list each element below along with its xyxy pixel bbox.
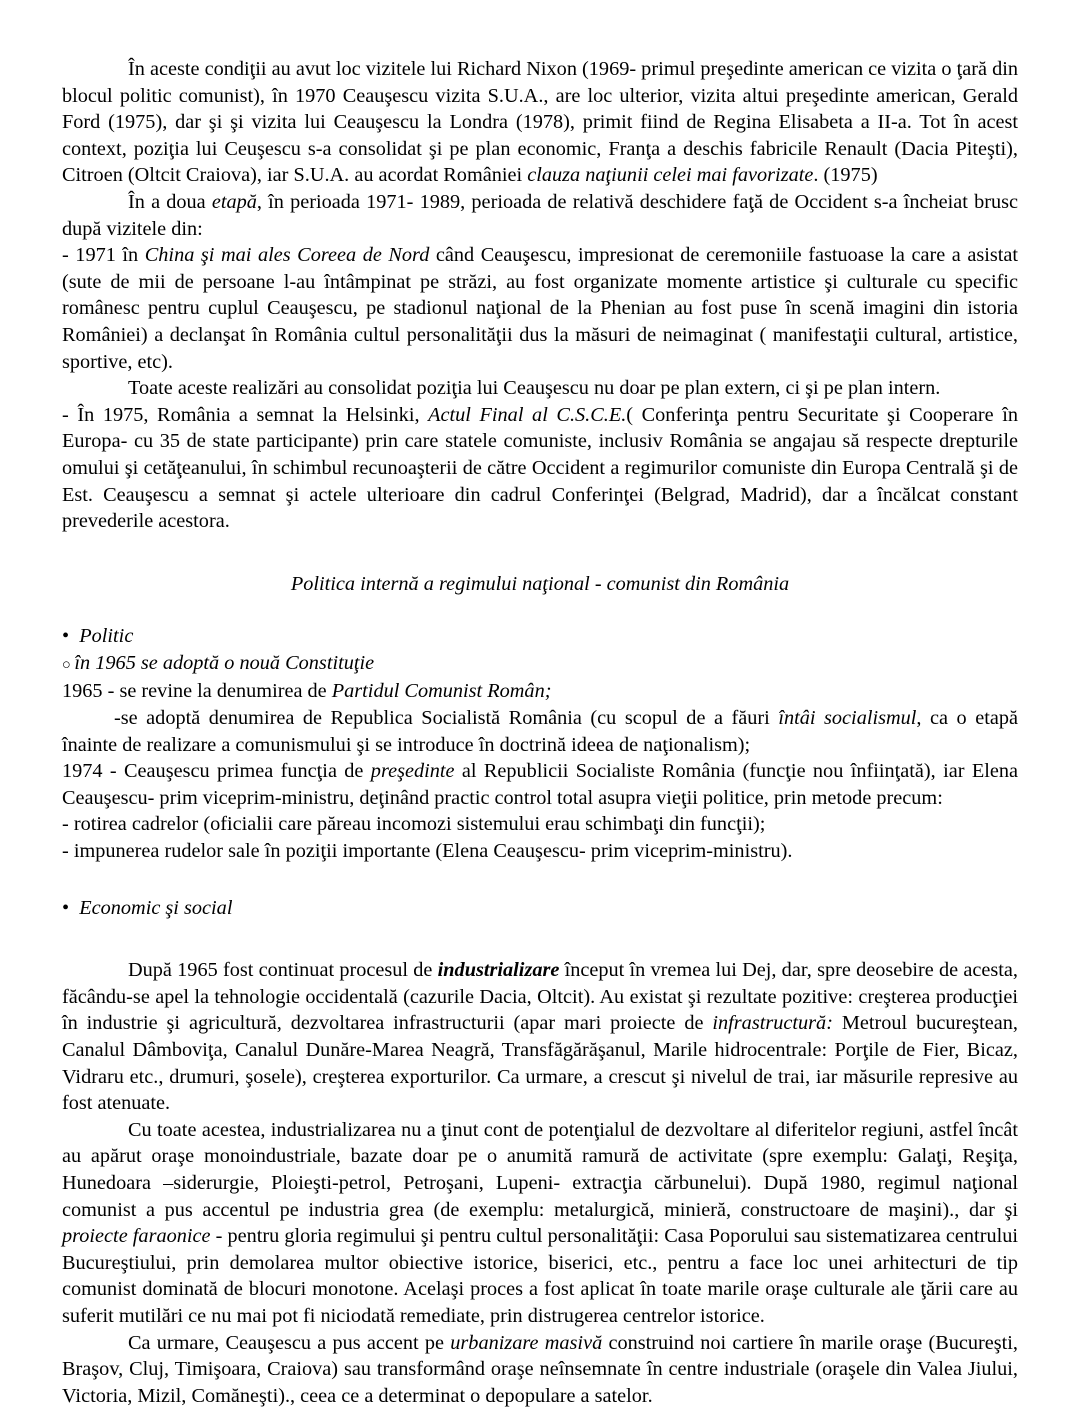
emphasis-run: întâi socialismul — [778, 707, 917, 730]
text-run: Cu toate acestea, industrializarea nu a ţinut cont de potenţialul de dezvoltare al diferitelor regiuni, astfel încât au apărut oraşe monoindustriale, bazate doar pe o anumită ramură de activitate (spre exemplu: Galaţi, Reşiţa, Hunedoara –siderurgie, Ploieşti-petrol, Petroşani, Lupeni- extracţia cărbunelui). După 1980, regimul naţional comunist a pus accentul pe industria grea (de exemplu: metalurgică, minieră, constructoare de maşini)., dar şi — [62, 1118, 1018, 1221]
strong-emphasis-run: industrializare — [437, 959, 560, 982]
text-run: Ca urmare, Ceauşescu a pus accent pe — [128, 1331, 451, 1354]
emphasis-run: infrastructură: — [712, 1012, 833, 1035]
emphasis-run: etapă — [211, 190, 257, 213]
emphasis-run: clauza naţiunii celei mai favorizate — [527, 164, 814, 187]
document-body — [62, 56, 1018, 1409]
bullet-item — [62, 895, 1018, 922]
emphasis-run: Politica internă a regimului naţional - comunist din România — [290, 572, 790, 595]
emphasis-run: Partidul Comunist Român; — [331, 680, 552, 703]
body-paragraph — [62, 1330, 1018, 1409]
body-paragraph — [62, 678, 1018, 705]
text-run: al Republicii Socialiste România (funcţie nou înfiinţată), iar Elena Ceauşescu- prim viceprim-ministru, deţinând practic control total asupra vieţii politice, prin metode precum: — [62, 760, 1018, 809]
text-run: , în perioada 1971- 1989, perioada de relativă deschidere faţă de Occident s-a încheiat brusc după vizitele din: — [62, 190, 1019, 240]
emphasis-run: proiecte faraonice — [62, 1225, 211, 1248]
body-paragraph — [62, 242, 1018, 375]
body-paragraph — [62, 56, 1018, 189]
emphasis-run: Politic — [79, 625, 134, 648]
vertical-spacer — [62, 535, 1018, 571]
text-run: ( Conferinţa pentru Securitate şi Cooperare în Europa- cu 35 de state participante) prin care statele comuniste, inclusiv România se angajau să respecte drepturile omului şi cetăţeanului, în schimbul recunoaşterii de către Occident a regimurilor comuniste din Europa Centrală şi de Est. Ceauşescu a semnat şi actele ulterioare din cadrul Conferinţei (Belgrad, Madrid), dar a încălcat constant prevederile acestora. — [62, 403, 1018, 533]
section-heading — [62, 571, 1018, 598]
bullet-item — [62, 650, 1018, 679]
text-run: 1965 - se revine la denumirea de — [62, 680, 332, 703]
body-paragraph — [62, 838, 1018, 865]
emphasis-run: preşedinte — [370, 760, 455, 783]
text-run: 1974 - Ceauşescu primea funcţia de — [62, 760, 371, 783]
body-paragraph — [62, 705, 1018, 758]
vertical-spacer — [62, 597, 1018, 623]
vertical-spacer — [62, 865, 1018, 895]
emphasis-run: China şi mai ales Coreea de Nord — [144, 244, 430, 267]
text-run: - impunerea rudelor sale în poziţii importante (Elena Ceauşescu- prim viceprim-ministru). — [62, 840, 793, 863]
text-run: -se adoptă denumirea de Republica Socialistă România (cu scopul de a făuri — [114, 707, 779, 730]
text-run: În aceste condiţii au avut loc vizitele lui Richard Nixon (1969- primul preşedinte american ce vizita o ţară din blocul politic comunist), în 1970 Ceauşescu vizita S.U.A., are loc ulterior, vizita altui preşedinte american, Gerald Ford (1975), dar şi şi vizita lui Ceauşescu la Londra (1978), primit fiind de Regina Elisabeta a II-a. Tot în acest context, poziţia lui Ceuşescu s-a consolidat şi pe plan economic, Franţa a deschis fabricile Renault (Dacia Piteşti), Citroen (Oltcit Craiova), iar S.U.A. au acordat României — [62, 58, 1018, 187]
vertical-spacer — [62, 921, 1018, 957]
body-paragraph — [62, 375, 1018, 402]
text-run: început în vremea lui Dej, dar, spre deosebire de acesta, făcându-se apel la tehnologie occidentală (cazurile Dacia, Oltcit). Au existat şi rezultate pozitive: creşterea producţiei în industrie şi agricultură, dezvoltarea infrastructurii (apar mari proiecte de — [62, 959, 1019, 1035]
text-run: când Ceauşescu, impresionat de ceremoniile fastuoase la care a asistat (sute de mii de persoane l-au întâmpinat pe străzi, au fost organizate momente artistice şi culturale cu specific românesc pentru cuplul Ceauşescu, pe stadionul naţional de la Phenian au fost puse în scenă imagini din istoria României) a declanşat în România cultul personalităţii dus la măsuri de neimaginat ( manifestaţii cultural, artistice, sportive, etc). — [62, 244, 1019, 373]
text-run: construind noi cartiere în marile oraşe (Bucureşti, Braşov, Cluj, Timişoara, Craiova) sau transformând oraşe neînsemnate în centre industriale (oraşele din Valea Jiului, Victoria, Mizil, Comăneşti)., ceea ce a determinat o depopulare a satelor. — [62, 1331, 1018, 1407]
text-run: - pentru gloria regimului şi pentru cultul personalităţii: Casa Poporului sau sistematizarea centrului Bucureştiului, prin demolarea multor obiective istorice, biserici, etc., pentru a face loc unei arhitecturi de tip comunist dominată de blocuri monotone. Acelaşi proces a fost aplicat în toate marile oraşe culturale ale ţării care au suferit mutilări ce nu mai pot fi niciodată remediate, prin distrugerea centrelor istorice. — [62, 1225, 1018, 1327]
bullet-item — [62, 623, 1018, 650]
text-run: Metroul bucureştean, Canalul Dâmboviţa, Canalul Dunăre-Marea Neagră, Transfăgărăşanul, Marile hidrocentrale: Porţile de Fier, Bicaz, Vidraru etc., drumuri, şosele), creşterea exporturilor. Ca urmare, a crescut şi nivelul de trai, iar măsurile represive au fost atenuate. — [62, 1012, 1019, 1115]
text-run: - În 1975, România a semnat la Helsinki, — [62, 403, 429, 426]
text-run: Toate aceste realizări au consolidat poziţia lui Ceauşescu nu doar pe plan extern, ci şi pe plan intern. — [128, 377, 941, 400]
body-paragraph — [62, 189, 1018, 242]
text-run: După 1965 fost continuat procesul de — [128, 959, 438, 982]
body-paragraph — [62, 758, 1018, 811]
text-run: - rotirea cadrelor (oficialii care păreau incomozi sistemului erau schimbaţi din funcţii); — [62, 813, 766, 836]
body-paragraph — [62, 1117, 1018, 1330]
text-run: În a doua — [128, 190, 212, 213]
emphasis-run: Actul Final al C.S.C.E. — [428, 403, 627, 426]
emphasis-run: urbanizare masivă — [450, 1331, 603, 1354]
text-run: - 1971 în — [62, 244, 145, 267]
text-run: . (1975) — [813, 164, 878, 187]
body-paragraph — [62, 811, 1018, 838]
emphasis-run: Economic şi social — [79, 896, 233, 919]
text-run: , ca o etapă înainte de realizare a comunismului şi se introduce în doctrină ideea de naţionalism); — [62, 707, 1018, 756]
body-paragraph — [62, 402, 1018, 535]
body-paragraph — [62, 957, 1018, 1117]
emphasis-run: în 1965 se adoptă o nouă Constituţie — [74, 651, 375, 674]
